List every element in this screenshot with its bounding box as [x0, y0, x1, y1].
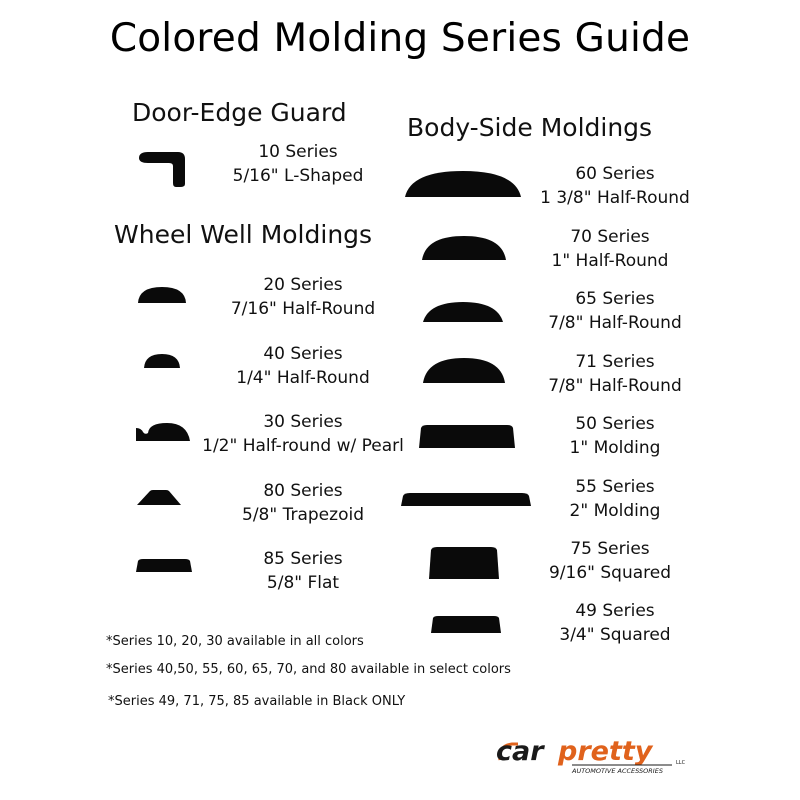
series-50-label — [530, 412, 700, 460]
availability-note-all-colors: *Series 10, 20, 30 available in all colors — [106, 634, 364, 649]
series-80-name: 80 Series — [263, 481, 343, 501]
half-round-molding-profile-20-series — [137, 285, 187, 305]
series-49-label — [530, 599, 700, 647]
logo-name-prefix: car — [496, 736, 544, 767]
series-49-name: 49 Series — [575, 601, 655, 621]
series-55-desc: 2" Molding — [569, 501, 661, 521]
series-71-name: 71 Series — [575, 352, 655, 372]
series-60-name: 60 Series — [575, 164, 655, 184]
series-40-name: 40 Series — [263, 344, 343, 364]
series-80-label — [218, 479, 388, 527]
flat-molding-profile-85-series — [135, 557, 193, 573]
series-55-label — [530, 475, 700, 523]
series-49-desc: 3/4" Squared — [559, 625, 671, 645]
series-71-label — [530, 350, 700, 398]
logo-llc: LLC — [676, 760, 686, 766]
series-10-desc: 5/16" L-Shaped — [232, 166, 364, 186]
series-70-label — [525, 225, 695, 273]
series-75-label — [525, 537, 695, 585]
squared-molding-profile-49-series — [430, 614, 502, 634]
half-round-pearl-molding-profile-30-series — [135, 420, 191, 442]
page-title: Colored Molding Series Guide — [109, 16, 691, 61]
section-heading-door-edge-guard: Door-Edge Guard — [132, 98, 347, 127]
l-shaped-molding-profile-10-series — [136, 150, 188, 188]
section-heading-wheel-well-moldings: Wheel Well Moldings — [114, 220, 373, 249]
series-50-desc: 1" Molding — [569, 438, 661, 458]
section-heading-body-side-moldings: Body-Side Moldings — [407, 113, 653, 142]
squared-molding-profile-75-series — [428, 545, 500, 580]
series-50-name: 50 Series — [575, 414, 655, 434]
series-60-desc: 1 3/8" Half-Round — [540, 188, 690, 208]
series-55-name: 55 Series — [575, 477, 655, 497]
series-70-desc: 1" Half-Round — [551, 251, 669, 271]
series-10-label — [228, 140, 368, 188]
half-round-molding-profile-60-series — [403, 167, 523, 199]
series-40-label — [218, 342, 388, 390]
series-20-name: 20 Series — [263, 275, 343, 295]
series-75-name: 75 Series — [570, 539, 650, 559]
logo-name-suffix: pretty — [558, 736, 653, 767]
molding-profile-50-series — [418, 423, 516, 449]
series-60-label — [530, 162, 700, 210]
series-30-desc: 1/2" Half-round w/ Pearl — [202, 436, 404, 456]
series-85-name: 85 Series — [263, 549, 343, 569]
series-65-desc: 7/8" Half-Round — [548, 313, 682, 333]
series-30-label — [196, 410, 410, 458]
series-85-desc: 5/8" Flat — [266, 573, 340, 593]
series-20-label — [218, 273, 388, 321]
half-round-molding-profile-71-series — [421, 355, 507, 385]
series-85-label — [218, 547, 388, 595]
half-round-molding-profile-70-series — [420, 232, 508, 262]
series-65-label — [530, 287, 700, 335]
series-70-name: 70 Series — [570, 227, 650, 247]
molding-profile-55-series — [400, 490, 532, 508]
half-round-molding-profile-40-series — [143, 352, 181, 369]
availability-note-select-colors: *Series 40,50, 55, 60, 65, 70, and 80 available in select colors — [106, 662, 511, 677]
series-75-desc: 9/16" Squared — [548, 563, 672, 583]
series-80-desc: 5/8" Trapezoid — [242, 505, 364, 525]
series-10-name: 10 Series — [258, 142, 338, 162]
series-20-desc: 7/16" Half-Round — [230, 299, 376, 319]
availability-note-black-only: *Series 49, 71, 75, 85 available in Black ONLY — [108, 694, 406, 709]
carpretty-logo — [488, 726, 688, 786]
series-40-desc: 1/4" Half-Round — [236, 368, 370, 388]
series-65-name: 65 Series — [575, 289, 655, 309]
trapezoid-molding-profile-80-series — [136, 488, 182, 506]
series-30-name: 30 Series — [263, 412, 343, 432]
half-round-molding-profile-65-series — [421, 298, 505, 324]
logo-tagline: AUTOMOTIVE ACCESSORIES — [572, 767, 663, 775]
series-71-desc: 7/8" Half-Round — [548, 376, 682, 396]
